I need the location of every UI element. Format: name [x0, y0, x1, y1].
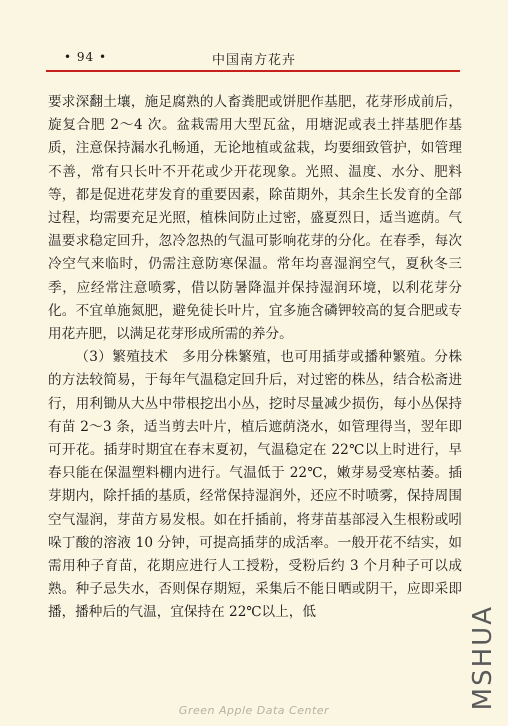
body-text [48, 91, 462, 625]
side-watermark: MSHUA [468, 605, 498, 711]
paragraph-propagation: （3）繁殖技术 多用分株繁殖，也可用插芽或播种繁殖。分株的方法较简易，于每年气温稳定回升后，对过密的株丛，结合松斋进行，用利锄从大丛中带根挖出小丛，挖时尽量减少损伤，每小丛保持有苗 2～3 条，适当剪去叶片，植后遮荫浇水，如管理得当，翌年即可开花。插芽时期宜在春末夏初，气温稳定在 22℃以上时进行，早春只能在保温塑料棚内进行。气温低于 22℃，嫩芽易受寒枯萎。插芽期内，除扦插的基质，经常保持湿润外，还应不时喷雾，保持周围空气湿润，芽苗方易发根。如在扦插前，将芽苗基部浸入生根粉或吲哚丁酸的溶液 10 分钟，可提高插芽的成活率。一般开花不结实，如需用种子育苗，花期应进行人工授粉，受粉后约 3 个月种子可以成熟。种子忌失水，否则保存期短，采集后不能日晒或阴干，应即采即播，播种后的气温，宜保持在 22℃以上，低 [48, 349, 462, 621]
header-rule [46, 70, 460, 72]
running-title: 中国南方花卉 [211, 53, 296, 68]
bottom-watermark: Green Apple Data Center [178, 704, 330, 717]
page-number: • 94 • [64, 50, 108, 64]
paragraph-continued: 要求深翻土壤，施足腐熟的人畜粪肥或饼肥作基肥，花芽形成前后，旋复合肥 2～4 次。盆栽需用大型瓦盆，用塘泥或表土拌基肥作基质，注意保持漏水孔畅通，无论地植或盆栽，均要细致管护，如管理不善，常有只长叶不开花或少开花现象。光照、温度、水分、肥料等，都是促进花芽发育的重要因素，除苗期外，其余生长发育的全部过程，均需要充足光照，植株间防止过密，盛夏烈日，适当遮荫。气温要求稳定回升，忽冷忽热的气温可影响花芽的分化。在春季，每次冷空气来临时，仍需注意防寒保温。常年均喜湿润空气，夏秋冬三季，应经常注意喷雾，借以防暑降温并保持湿润环境，以利花芽分化。不宜单施氮肥，避免徒长叶片，宜多施含磷钾较高的复合肥或专用花卉肥，以满足花芽形成所需的养分。 [48, 94, 462, 343]
